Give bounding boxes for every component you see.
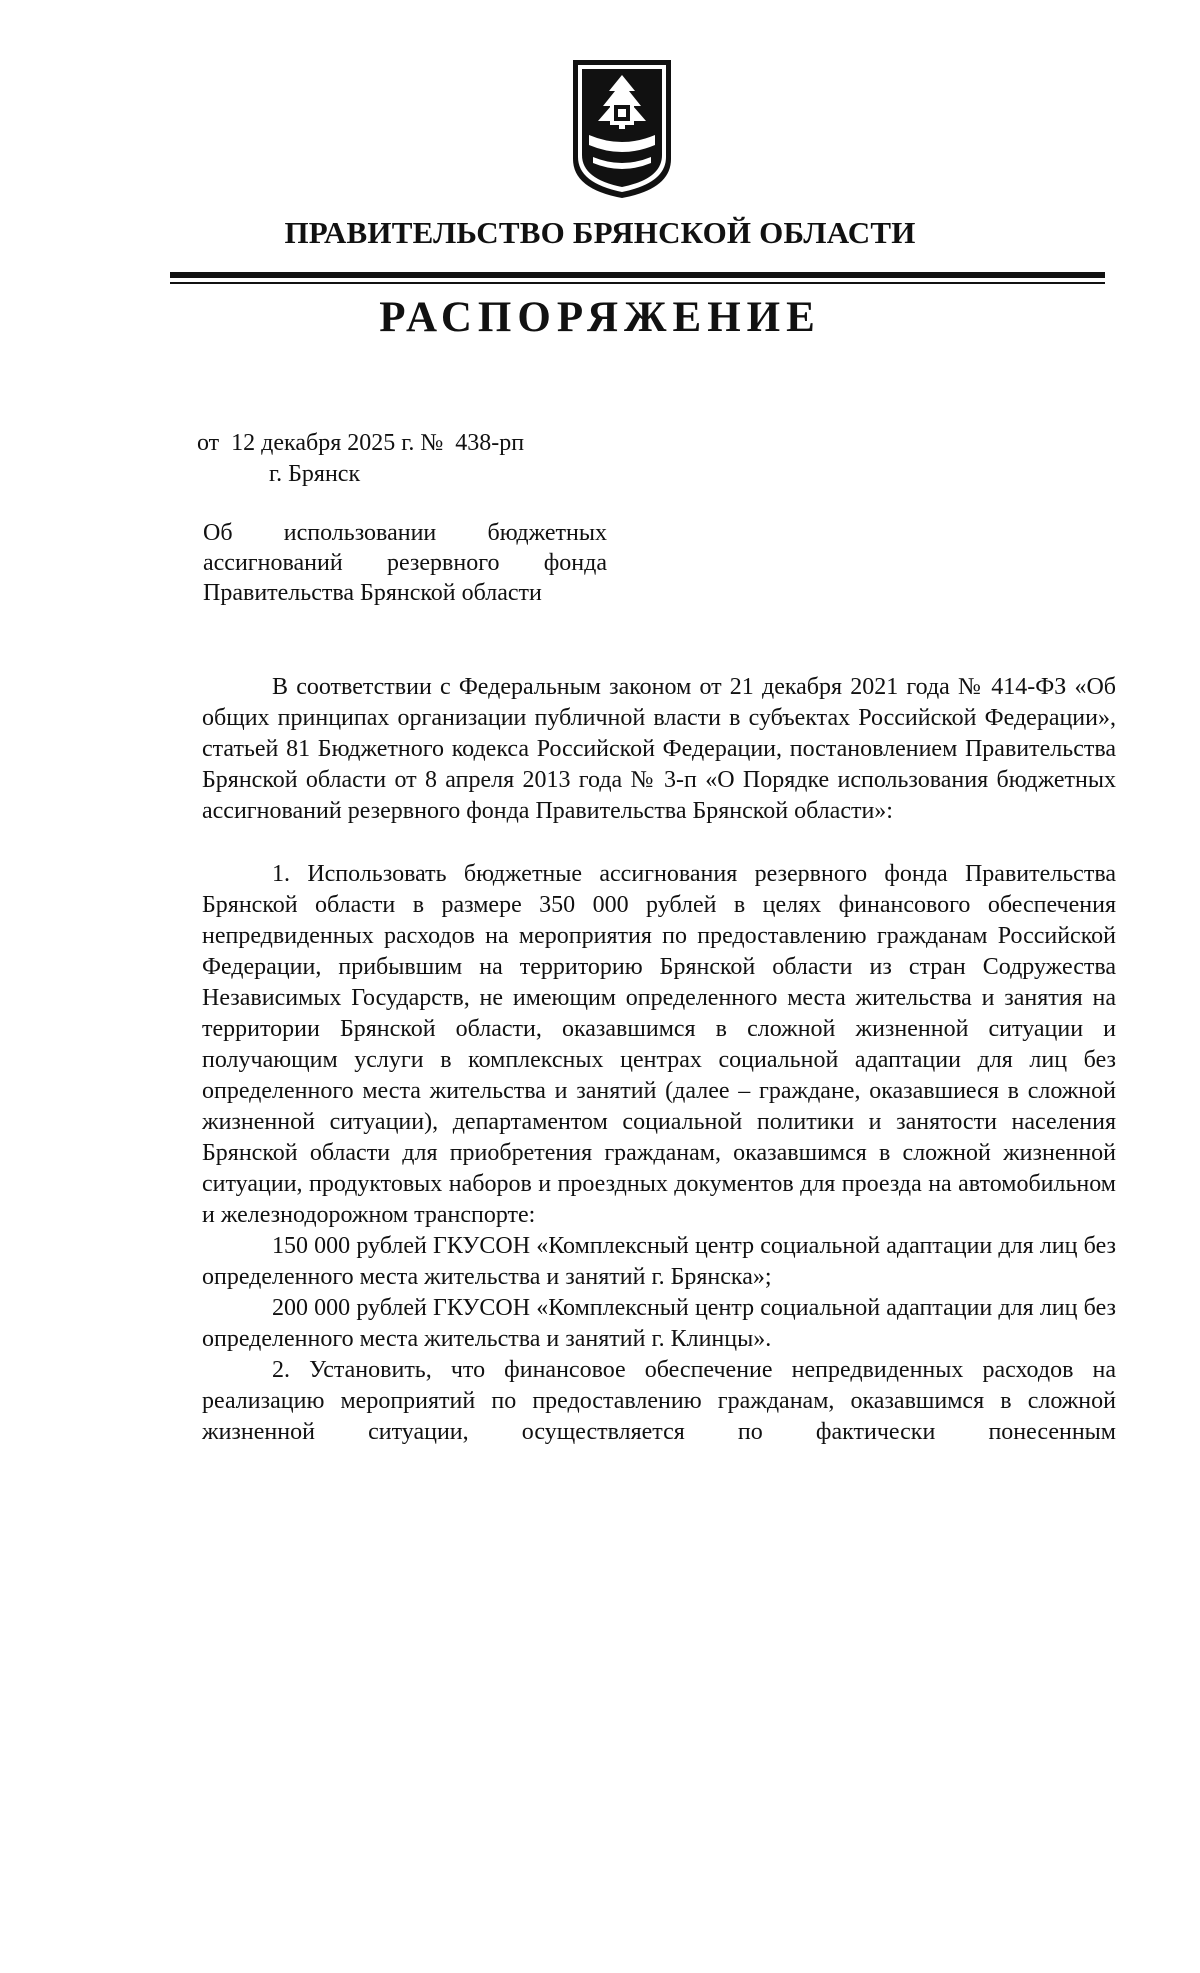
subject-line: Правительства Брянской области — [203, 580, 542, 606]
document-meta — [197, 428, 524, 490]
item-1-paragraph: 1. Использовать бюджетные ассигнования резервного фонда Правительства Брянской области в размере 350 000 рублей в целях финансового обеспечения непредвиденных расходов на мероприятия по предоставлению гражданам Российской Федерации, прибывшим на территорию Брянской области из стран Содружества Независимых Государств, не имеющим определенного места жительства и занятия на территории Брянской области, оказавшимся в сложной жизненной ситуации и получающим услуги в комплексных центрах социальной адаптации для лиц без определенного места жительства и занятий (далее – граждане, оказавшиеся в сложной жизненной ситуации), департаментом социальной политики и занятости населения Брянской области для приобретения гражданам, оказавшимся в сложной жизненной ситуации, продуктовых наборов и проездных документов для проезда на автомобильном и железнодорожном транспорте: — [202, 861, 1116, 1228]
preamble-paragraph: В соответствии с Федеральным законом от 21 декабря 2021 года № 414-ФЗ «Об общих принципах организации публичной власти в субъектах Российской Федерации», статьей 81 Бюджетного кодекса Российской Федерации, постановлением Правительства Брянской области от 8 апреля 2013 года № 3-п «О Порядке использования бюджетных ассигнований резервного фонда Правительства Брянской области»: — [202, 674, 1116, 824]
city-line: г. Брянск — [269, 461, 361, 487]
organization-name: ПРАВИТЕЛЬСТВО БРЯНСКОЙ ОБЛАСТИ — [284, 215, 916, 250]
item-1-recipient-b: 200 000 рублей ГКУСОН «Комплексный центр социальной адаптации для лиц без определенного места жительства и занятий г. Клинцы». — [202, 1295, 1116, 1352]
bryansk-coat-of-arms-icon — [569, 57, 675, 201]
document-type: РАСПОРЯЖЕНИЕ — [379, 294, 821, 341]
header-divider-thick — [170, 272, 1105, 278]
item-2-paragraph: 2. Установить, что финансовое обеспечение непредвиденных расходов на реализацию мероприятий по предоставлению гражданам, оказавшимся в сложной жизненной ситуации, осуществляется по фактически понесенным — [202, 1357, 1116, 1445]
subject-line: Об использовании бюджетных — [203, 520, 607, 546]
document-subject — [203, 518, 607, 608]
header-divider-thin — [170, 282, 1105, 284]
date-number-line: от 12 декабря 2025 г. № 438-рп — [197, 430, 525, 456]
item-1-recipient-a: 150 000 рублей ГКУСОН «Комплексный центр социальной адаптации для лиц без определенного места жительства и занятий г. Брянска»; — [202, 1233, 1116, 1290]
subject-line: ассигнований резервного фонда — [203, 550, 607, 576]
document-body — [202, 672, 1116, 1448]
